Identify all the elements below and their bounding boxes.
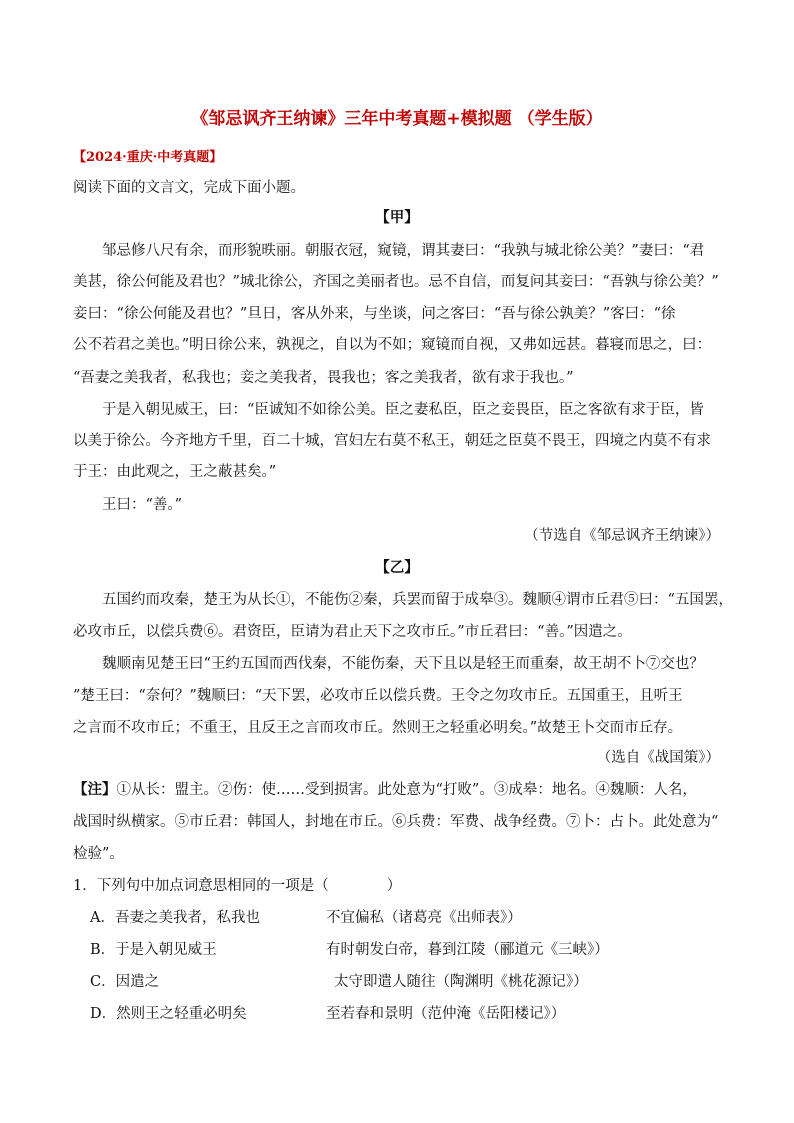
jia-line: 妾曰：“徐公何能及君也？”旦日，客从外来，与坐谈，问之客曰：“吾与徐公孰美？”客曰：“徐 (73, 306, 676, 322)
jia-line: 王曰：“善。” (102, 497, 183, 513)
option-b-left: B．于是入朝见威王 (90, 942, 217, 958)
yi-line: 必攻市丘，以偿兵费⑥。君资臣，臣请为君止天下之攻市丘。”市丘君曰：“善。”因遣之。 (73, 624, 632, 640)
yi-source: （选自《战国策》） (596, 750, 720, 766)
section-yi-heading: 【乙】 (375, 559, 419, 576)
question-stem: 1．下列句中加点词意思相同的一项是（ ） (73, 878, 402, 894)
section-jia-heading: 【甲】 (375, 209, 419, 226)
jia-line: 于是入朝见威王，曰：“臣诚知不如徐公美。臣之妻私臣，臣之妾畏臣，臣之客欲有求于臣，皆 (102, 402, 704, 418)
instruction-text: 阅读下面的文言文，完成下面小题。 (73, 180, 305, 196)
yi-line: 五国约而攻秦，楚王为从长①，不能伤②秦，兵罢而留于成皋③。魏顺④谓市丘君⑤曰：“五国罢， (102, 592, 733, 608)
exam-tag: 【2024·重庆·中考真题】 (73, 150, 223, 165)
option-a-left: A．吾妻之美我者，私我也 (90, 910, 260, 926)
jia-line: 美甚，徐公何能及君也？”城北徐公，齐国之美丽者也。忌不自信，而复问其妾曰：“吾孰与徐公美？” (73, 274, 719, 290)
note-label: 【注】 (73, 781, 117, 798)
jia-source: （节选自《邹忌讽齐王纳谏》） (524, 528, 720, 544)
note-line: 检验”。 (73, 846, 124, 862)
note-text: ①从长：盟主。②伤：使……受到损害。此处意为“打败”。③成皋：地名。④魏顺：人名， (116, 782, 697, 798)
document-title: 《邹忌讽齐王纳谏》三年中考真题+模拟题 （学生版） (191, 109, 603, 129)
yi-line: 魏顺南见楚王曰“王约五国而西伐秦，不能伤秦，天下且以是轻王而重秦，故王胡不卜⑦交也？ (102, 656, 704, 672)
jia-line: 公不若君之美也。”明日徐公来，孰视之，自以为不如；窥镜而自视，又弗如远甚。暮寝而思之，曰： (73, 337, 712, 353)
jia-line: 以美于徐公。今齐地方千里，百二十城，宫妇左右莫不私王，朝廷之臣莫不畏王，四境之内莫不有求 (73, 433, 711, 449)
note-line: 战国时纵横家。⑤市丘君：韩国人，封地在市丘。⑥兵费：军费、战争经费。⑦卜：占卜。此处意为“ (73, 814, 719, 830)
jia-line: 邹忌修八尺有余，而形貌昳丽。朝服衣冠，窥镜，谓其妻曰：“我孰与城北徐公美？”妻曰：“君 (102, 243, 705, 259)
yi-line: 之言而不攻市丘；不重王，且反王之言而攻市丘。然则王之轻重必明矣。”故楚王卜交而市丘存。 (73, 720, 683, 736)
note-line (73, 778, 697, 799)
option-a-right: 不宜偏私（诸葛亮《出师表》） (326, 910, 522, 926)
jia-line: “吾妻之美我者，私我也；妾之美我者，畏我也；客之美我者，欲有求于我也。” (73, 370, 574, 386)
jia-line: 于王：由此观之，王之蔽甚矣。” (73, 464, 277, 480)
option-d-right: 至若春和景明（范仲淹《岳阳楼记》） (326, 1006, 566, 1022)
option-d-left: D．然则王之轻重必明矣 (90, 1006, 247, 1022)
option-c-right: 太守即遣人随往（陶渊明《桃花源记》） (334, 974, 588, 990)
option-c-left: C．因遣之 (90, 974, 160, 990)
option-b-right: 有时朝发白帝，暮到江陵（郦道元《三峡》） (326, 942, 609, 958)
yi-line: ”楚王曰：“奈何？”魏顺曰：“天下罢，必攻市丘以偿兵费。王令之勿攻市丘。五国重王，且听王 (73, 688, 683, 704)
